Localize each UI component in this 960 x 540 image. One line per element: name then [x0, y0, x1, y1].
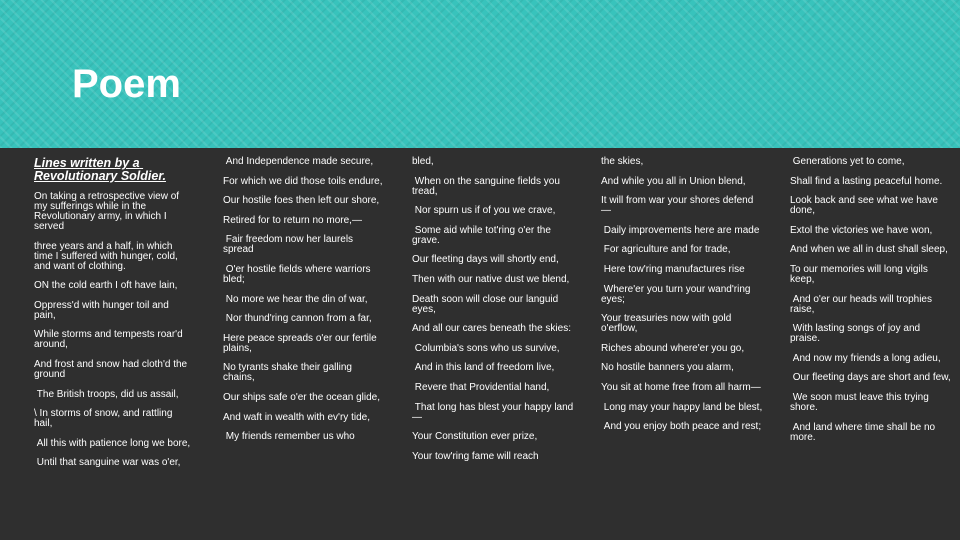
poem-line: My friends remember us who — [223, 431, 355, 443]
poem-line: Look back and see what we have done, — [790, 195, 941, 217]
poem-line: Here tow'ring manufactures rise — [601, 263, 745, 275]
poem-line: No tyrants shake their galling chains, — [223, 362, 355, 384]
poem-line: Your Constitution ever prize, — [412, 431, 538, 443]
poem-line: And Independence made secure, — [223, 156, 374, 167]
poem-line: Columbia's sons who us survive, — [412, 342, 560, 354]
poem-column-4 — [601, 157, 763, 442]
poem-line: And you enjoy both peace and rest; — [601, 421, 762, 433]
slide-title: Poem — [72, 62, 181, 106]
poem-line: Riches abound where'er you go, — [601, 342, 745, 354]
poem-line: Daily improvements here are made — [601, 224, 760, 236]
poem-line: It will from war your shores defend— — [601, 195, 754, 217]
poem-line: For which we did those toils endure, — [223, 175, 383, 187]
poem-line: Our hostile foes then left our shore, — [223, 195, 380, 207]
poem-column-1 — [34, 157, 192, 478]
poem-line: Generations yet to come, — [790, 156, 905, 167]
poem-line: Our fleeting days are short and few, — [790, 372, 951, 384]
poem-line: three years and a half, in which time I suffered with hunger, cold, and want of clothing. — [34, 240, 181, 272]
poem-line: With lasting songs of joy and praise. — [790, 323, 923, 345]
poem-line: Shall find a lasting peaceful home. — [790, 175, 943, 187]
poem-line: And waft in wealth with ev'ry tide, — [223, 411, 370, 423]
poem-line: O'er hostile fields where warriors bled; — [223, 263, 374, 285]
poem-line: Oppress'd with hunger toil and pain, — [34, 299, 172, 321]
poem-line: When on the sanguine fields you tread, — [412, 175, 563, 197]
poem-line: Where'er you turn your wand'ring eyes; — [601, 283, 754, 305]
poem-line: Your treasuries now with gold o'erflow, — [601, 313, 735, 335]
poem-line: And while you all in Union blend, — [601, 175, 746, 187]
poem-line: Nor spurn us if of you we crave, — [412, 205, 556, 217]
poem-line: And frost and snow had cloth'd the ground — [34, 358, 190, 380]
poem-line: Retired for to return no more,— — [223, 214, 362, 226]
poem-line: Until that sanguine war was o'er, — [34, 457, 181, 469]
poem-line: You sit at home free from all harm— — [601, 381, 761, 393]
poem-line: Here peace spreads o'er our fertile plains, — [223, 332, 380, 354]
poem-line: ON the cold earth I oft have lain, — [34, 280, 178, 292]
poem-line: And in this land of freedom live, — [412, 362, 555, 374]
title-banner — [0, 0, 960, 148]
poem-line: All this with patience long we bore, — [34, 437, 191, 449]
poem-line: And when we all in dust shall sleep, — [790, 244, 948, 256]
poem-line: Revere that Providential hand, — [412, 381, 550, 393]
poem-line: Our ships safe o'er the ocean glide, — [223, 391, 381, 403]
poem-line: While storms and tempests roar'd around, — [34, 329, 186, 351]
poem-line: the skies, — [601, 156, 644, 167]
poem-body — [0, 148, 960, 540]
poem-heading: Lines written by a Revolutionary Soldier. — [34, 156, 166, 183]
poem-line: And now my friends a long adieu, — [790, 352, 941, 364]
poem-line: Fair freedom now her laurels spread — [223, 234, 356, 256]
poem-line: On taking a retrospective view of my sufferings while in the Revolutionary army, in which I served — [34, 191, 182, 232]
poem-line: Your tow'ring fame will reach — [412, 450, 539, 462]
poem-line: For agriculture and for trade, — [601, 244, 731, 256]
poem-line: And all our cares beneath the skies: — [412, 323, 571, 335]
poem-line: To our memories will long vigils keep, — [790, 263, 931, 285]
poem-line: Nor thund'ring cannon from a far, — [223, 313, 372, 325]
poem-line: And o'er our heads will trophies raise, — [790, 293, 935, 315]
poem-line: Then with our native dust we blend, — [412, 273, 570, 285]
poem-line: No hostile banners you alarm, — [601, 362, 734, 374]
poem-line: \ In storms of snow, and rattling hail, — [34, 408, 176, 430]
poem-line: No more we hear the din of war, — [223, 293, 368, 305]
poem-column-5 — [790, 157, 952, 452]
poem-line: We soon must leave this trying shore. — [790, 391, 932, 413]
poem-line: That long has blest your happy land— — [412, 401, 574, 423]
poem-column-2 — [223, 157, 383, 452]
poem-line: Long may your happy land be blest, — [601, 401, 763, 413]
poem-line: Extol the victories we have won, — [790, 224, 933, 236]
poem-column-3 — [412, 157, 574, 471]
poem-line: Death soon will close our languid eyes, — [412, 293, 561, 315]
poem-line: The British troops, did us assail, — [34, 388, 179, 400]
poem-line: And land where time shall be no more. — [790, 421, 938, 443]
poem-line: Some aid while tot'ring o'er the grave. — [412, 224, 554, 246]
poem-line: Our fleeting days will shortly end, — [412, 254, 559, 266]
poem-line: bled, — [412, 156, 434, 167]
